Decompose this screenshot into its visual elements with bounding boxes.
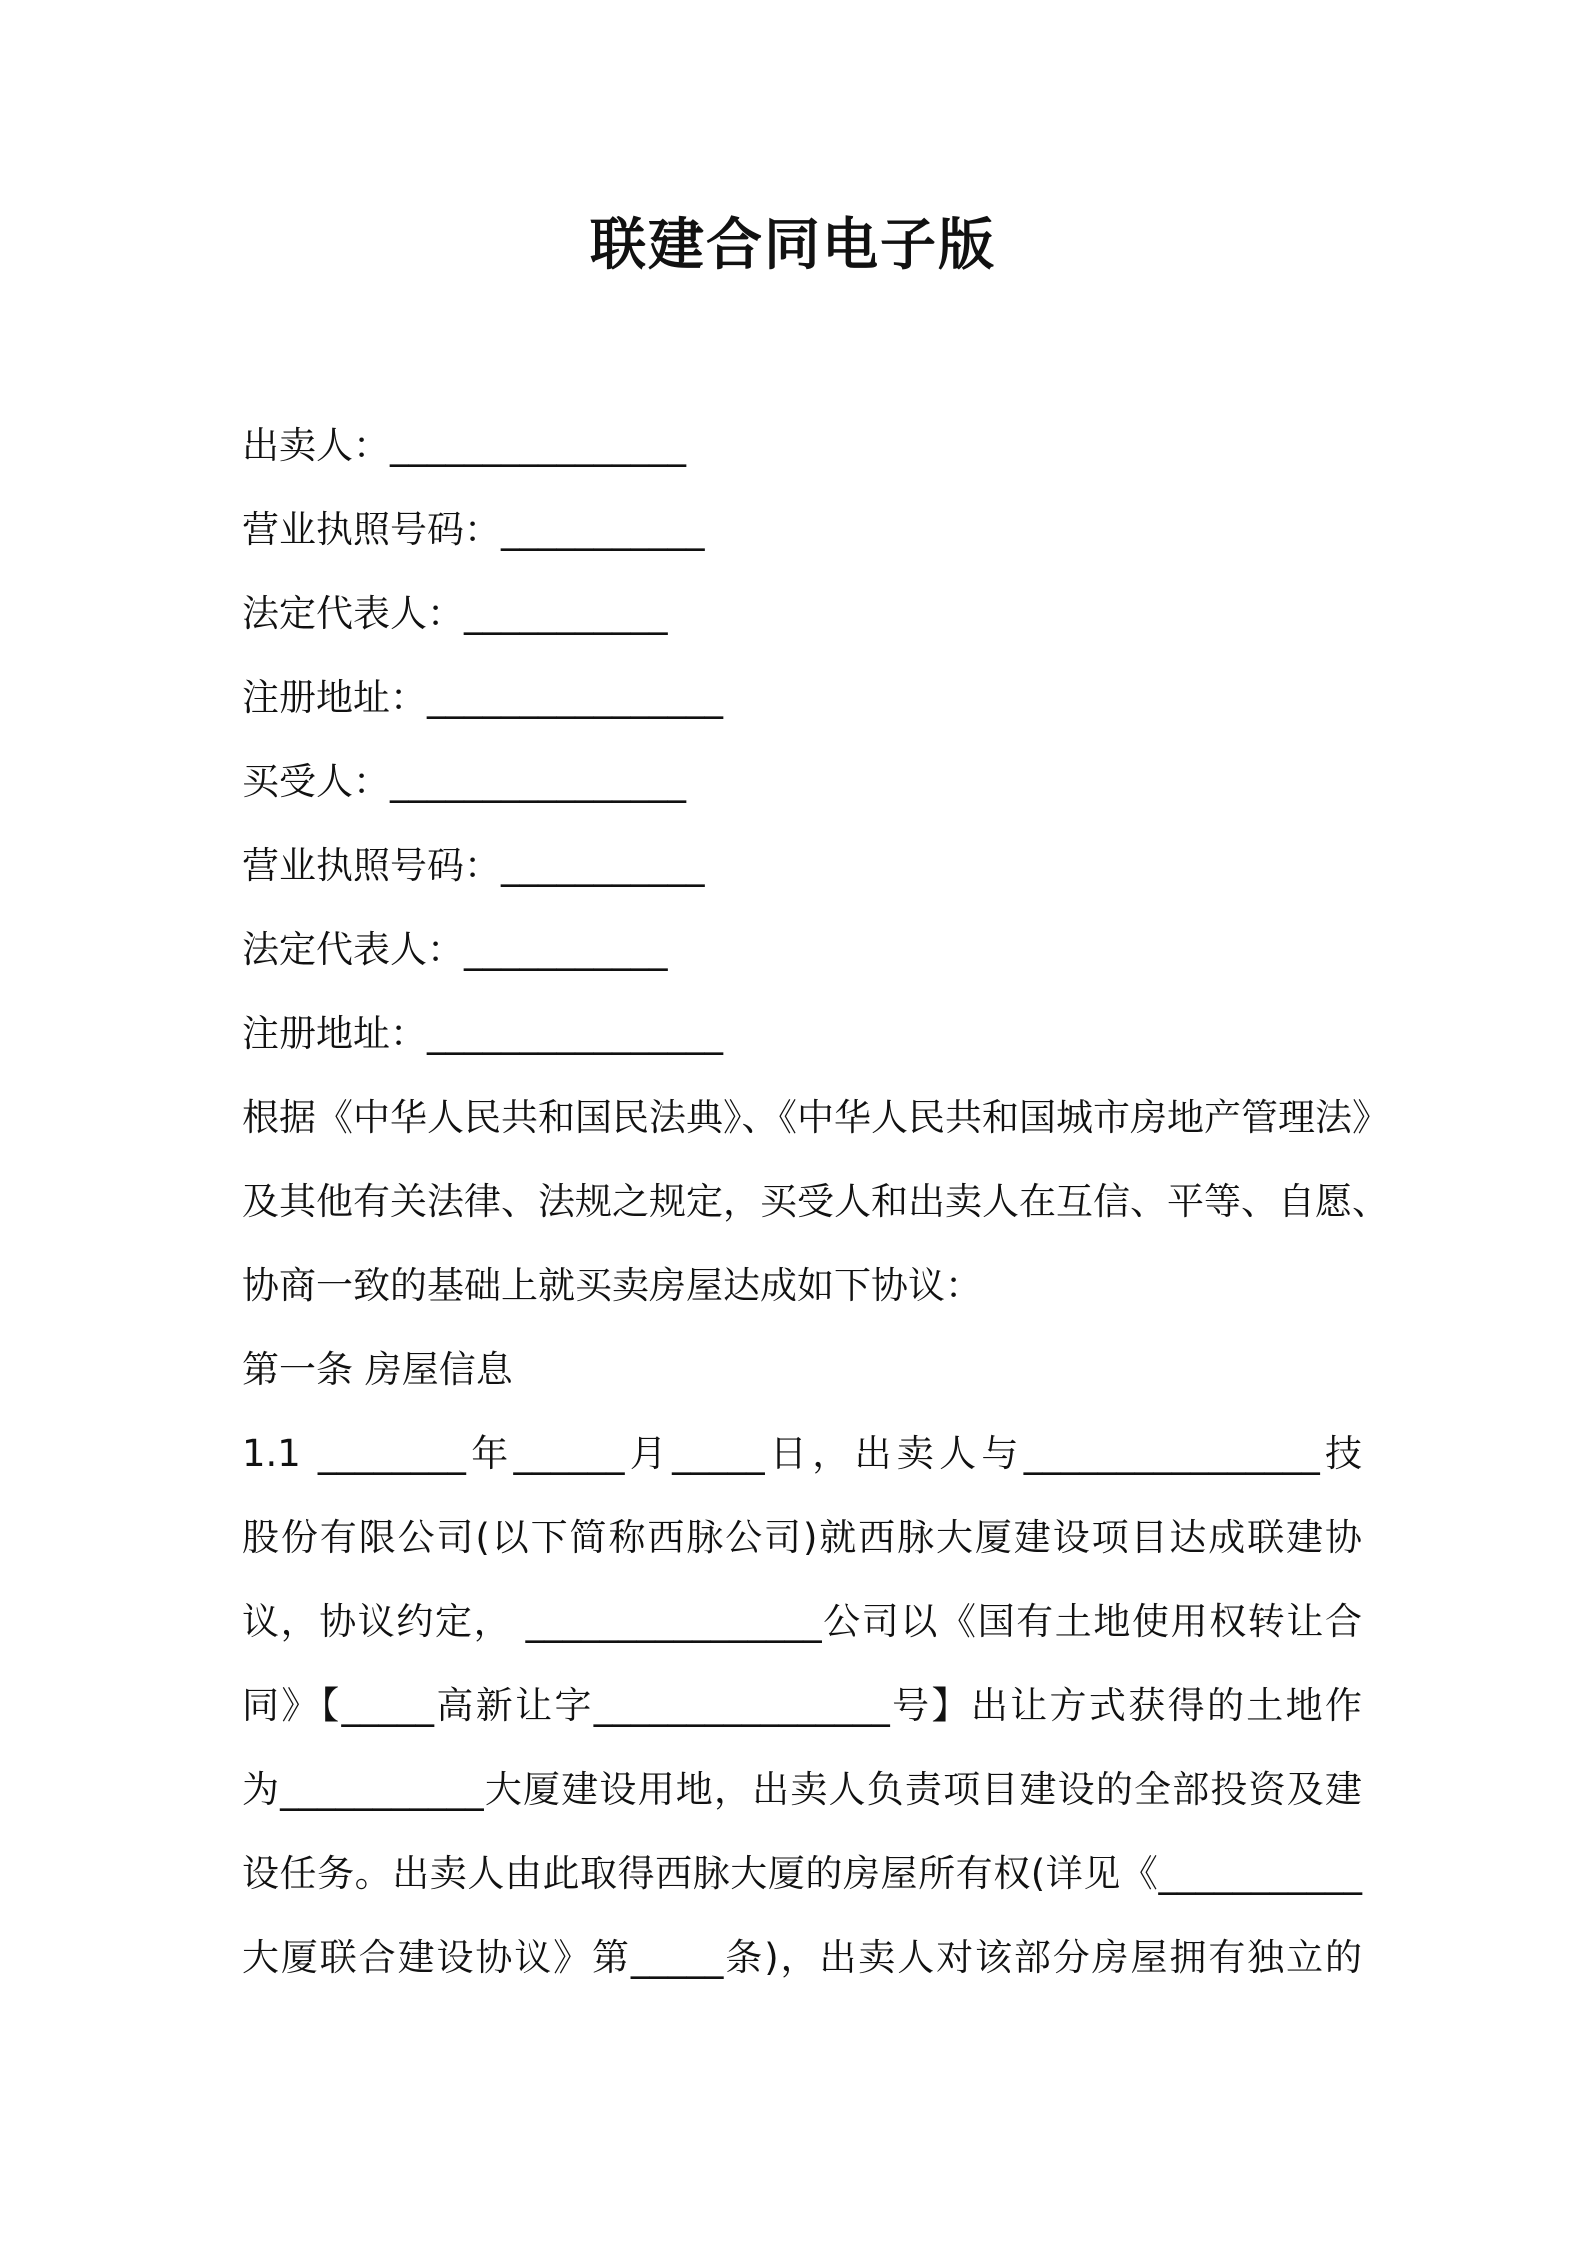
preamble-line-2: 及其他有关法律、法规之规定，买受人和出卖人在互信、平等、自愿、 xyxy=(242,1180,1389,1223)
document-body xyxy=(242,404,1389,2000)
clause-1-1-line-3: 议，协议约定， ________________公司以《国有土地使用权转让合 xyxy=(242,1600,1362,1643)
preamble-line-1: 根据《中华人民共和国民法典》、《中华人民共和国城市房地产管理法》 xyxy=(242,1096,1389,1139)
buyer-name-line: 买受人：________________ xyxy=(242,760,686,803)
clause-1-1-line-5: 为___________大厦建设用地，出卖人负责项目建设的全部投资及建 xyxy=(242,1768,1362,1811)
clause-1-1-line-2: 股份有限公司(以下简称西脉公司)就西脉大厦建设项目达成联建协 xyxy=(242,1516,1362,1559)
seller-name-line: 出卖人：________________ xyxy=(242,424,686,467)
clause-1-1-line-4: 同》【_____高新让字________________号】出让方式获得的土地作 xyxy=(242,1684,1362,1727)
seller-address-line: 注册地址：________________ xyxy=(242,676,723,719)
clause-1-1-line-7: 大厦联合建设协议》第_____条)，出卖人对该部分房屋拥有独立的 xyxy=(242,1936,1362,1979)
buyer-legal-rep-line: 法定代表人：___________ xyxy=(242,928,668,971)
clause-1-1-line-1: 1.1 ________年______月_____日，出卖人与________________技 xyxy=(242,1432,1362,1475)
seller-legal-rep-line: 法定代表人：___________ xyxy=(242,592,668,635)
seller-license-line: 营业执照号码：___________ xyxy=(242,508,705,551)
document-title: 联建合同电子版 xyxy=(590,213,996,278)
buyer-license-line: 营业执照号码：___________ xyxy=(242,844,705,887)
buyer-address-line: 注册地址：________________ xyxy=(242,1012,723,1055)
clause-1-1-line-6: 设任务。出卖人由此取得西脉大厦的房屋所有权(详见《___________ xyxy=(242,1852,1362,1895)
article-1-heading: 第一条 房屋信息 xyxy=(242,1348,513,1391)
preamble-line-3: 协商一致的基础上就买卖房屋达成如下协议： xyxy=(242,1264,982,1307)
